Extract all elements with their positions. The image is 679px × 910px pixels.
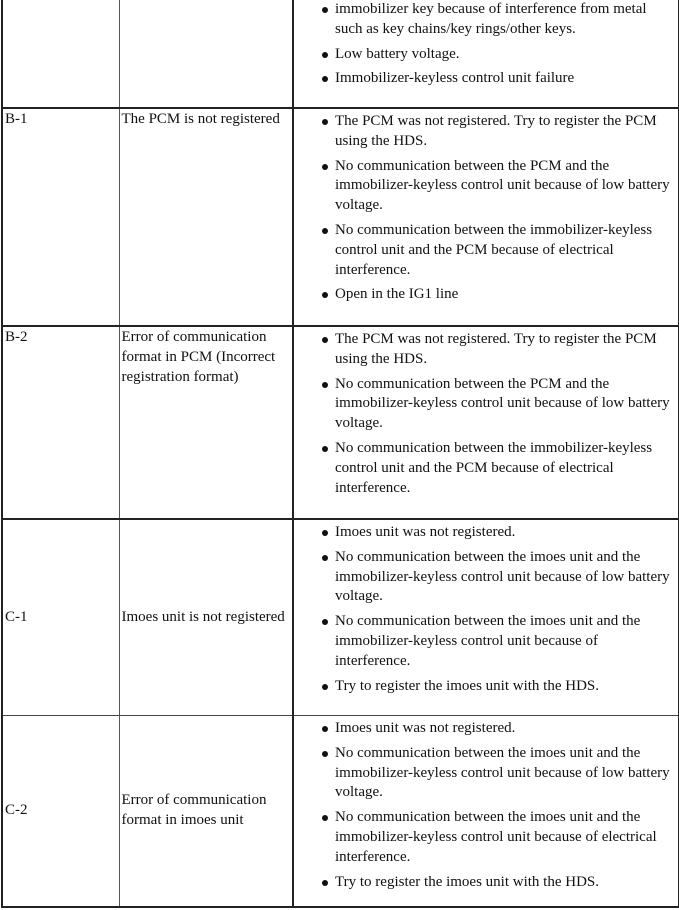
list-item: Imoes unit was not registered. [335, 719, 676, 739]
code-cell: B-1 [2, 108, 119, 326]
causes-list [294, 0, 678, 102]
code-cell: C-1 [2, 519, 119, 716]
condition-cell: Error of communication format in imoes unit [119, 716, 293, 908]
list-item: No communication between the immobilizer-keyless control unit and the PCM because of electrical interference. [335, 439, 676, 498]
causes-cell [293, 519, 679, 716]
code-cell: B-2 [2, 326, 119, 519]
causes-cell [293, 108, 679, 326]
list-item: No communication between the imoes unit and the immobilizer-keyless control unit because of interference. [335, 612, 676, 671]
list-item: No communication between the imoes unit and the immobilizer-keyless control unit because of electrical interference. [335, 808, 676, 867]
list-item: No communication between the imoes unit and the immobilizer-keyless control unit because of low battery voltage. [335, 548, 676, 607]
table-row [2, 326, 679, 519]
causes-cell [293, 326, 679, 519]
list-item: No communication between the immobilizer-keyless control unit and the PCM because of electrical interference. [335, 221, 676, 280]
list-item: Low battery voltage. [335, 45, 676, 65]
list-item: No communication between the imoes unit and the immobilizer-keyless control unit because of low battery voltage. [335, 744, 676, 803]
code-cell: C-2 [2, 716, 119, 908]
table-row [2, 108, 679, 326]
condition-cell: Imoes unit is not registered [119, 519, 293, 716]
table-row [2, 0, 679, 108]
condition-cell [119, 0, 293, 108]
list-item: Try to register the imoes unit with the HDS. [335, 873, 676, 893]
list-item: Immobilizer-keyless control unit failure [335, 69, 676, 89]
table-row [2, 519, 679, 716]
condition-cell: The PCM is not registered [119, 108, 293, 326]
diagnostic-table [1, 0, 679, 908]
table-row [2, 716, 679, 908]
code-cell [2, 0, 119, 108]
list-item: No communication between the PCM and the immobilizer-keyless control unit because of low battery voltage. [335, 375, 676, 434]
list-item: Imoes unit was not registered. [335, 523, 676, 543]
causes-list [294, 520, 678, 709]
list-item: Open in the IG1 line [335, 285, 676, 305]
causes-list [294, 716, 678, 905]
list-item: Try to register the imoes unit with the HDS. [335, 677, 676, 697]
causes-list [294, 109, 678, 318]
list-item: immobilizer key because of interference from metal such as key chains/key rings/other keys. [335, 0, 676, 40]
list-item: The PCM was not registered. Try to register the PCM using the HDS. [335, 330, 676, 370]
causes-cell [293, 0, 679, 108]
condition-cell: Error of communication format in PCM (Incorrect registration format) [119, 326, 293, 519]
causes-list [294, 327, 678, 511]
list-item: The PCM was not registered. Try to register the PCM using the HDS. [335, 112, 676, 152]
list-item: No communication between the PCM and the immobilizer-keyless control unit because of low battery voltage. [335, 157, 676, 216]
causes-cell [293, 716, 679, 908]
